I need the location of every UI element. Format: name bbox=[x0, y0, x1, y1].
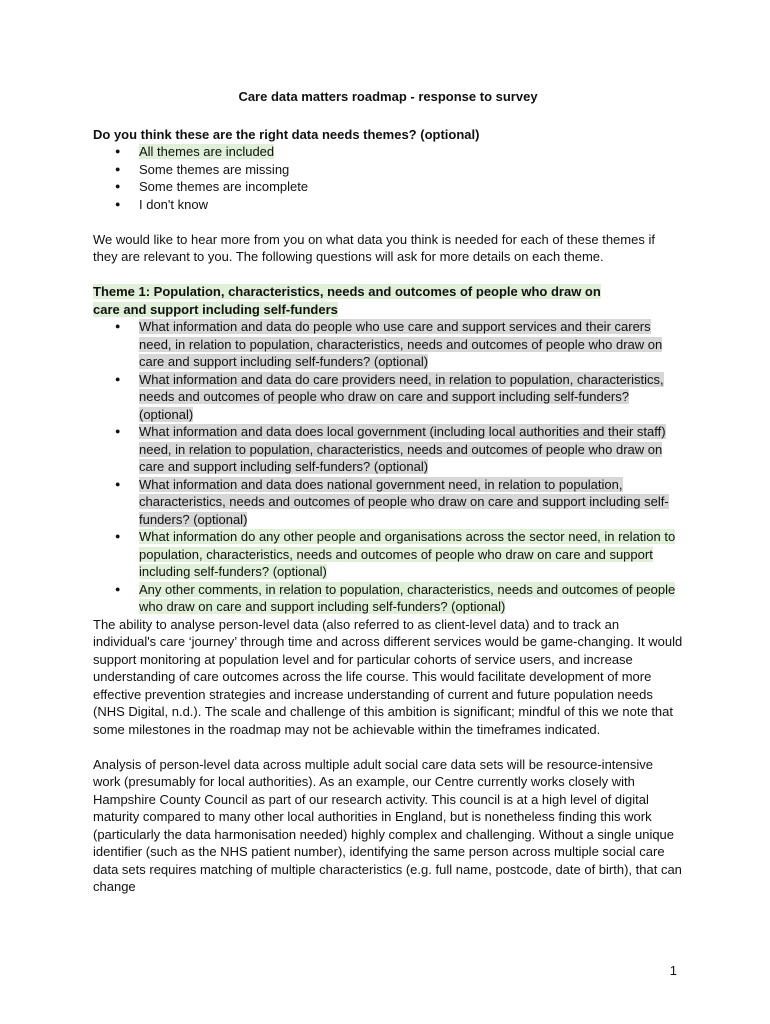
list-item bbox=[139, 476, 683, 529]
body-paragraph-1: The ability to analyse person-level data (also referred to as client-level data) and to track an individual's care ‘journey’ through time and across different services would be game-changing. It would support monitoring at population level and for particular cohorts of service users, and increase understanding of care outcomes across the life course. This would facilitate development of more effective prevention strategies and increase understanding of current and future population needs (NHS Digital, n.d.). The scale and challenge of this ambition is significant; mindful of this we note that some milestones in the roadmap may not be achievable within the timeframes indicated. bbox=[93, 616, 683, 737]
body-paragraph-2: Analysis of person-level data across multiple adult social care data sets will be resource-intensive work (presumably for local authorities). As an example, our Centre currently works closely with Hampshire County Council as part of our research activity. This council is at a high level of digital maturity compared to many other local authorities in England, but is nonetheless finding this work (particularly the data harmonisation needed) highly complex and challenging. Without a single unique identifier (such as the NHS patient number), identifying the same person across multiple social care data sets requires matching of multiple characteristics (e.g. full name, postcode, date of birth), that can change bbox=[93, 756, 682, 894]
theme1-heading-line2: care and support including self-funders bbox=[93, 301, 338, 317]
question-themes: Do you think these are the right data needs themes? (optional) bbox=[93, 126, 480, 142]
theme1-question-5: What information do any other people and organisations across the sector need, in relation to population, characteristics, needs and outcomes of people who draw on care and support including self-funders? (optional) bbox=[139, 529, 676, 579]
intro-paragraph: We would like to hear more from you on what data you think is needed for each of these themes if they are relevant to you. The following questions will ask for more details on each theme. bbox=[93, 231, 655, 264]
list-item: ● I don't know bbox=[139, 196, 683, 214]
theme1-question-2: What information and data do care providers need, in relation to population, characteristics, needs and outcomes of people who draw on care and support including self-funders? (optional) bbox=[139, 371, 664, 422]
theme1-question-1: What information and data do people who use care and support services and their carers need, in relation to population, characteristics, needs and outcomes of people who draw on care and support including self-funders? (optional) bbox=[139, 319, 663, 369]
list-item bbox=[139, 143, 683, 161]
theme1-question-6: Any other comments, in relation to population, characteristics, needs and outcomes of people who draw on care and support including self-funders? (optional) bbox=[139, 581, 676, 614]
list-item bbox=[139, 581, 683, 616]
theme1-questions bbox=[93, 318, 683, 616]
list-item bbox=[139, 528, 683, 581]
theme1-heading bbox=[93, 283, 683, 318]
document-page bbox=[93, 88, 683, 896]
theme1-question-3: What information and data does local government (including local authorities and their staff) need, in relation to population, characteristics, needs and outcomes of people who draw on care and support including self-funders? (optional) bbox=[139, 424, 666, 474]
options-list bbox=[93, 143, 683, 213]
option-all-themes-included: All themes are included bbox=[139, 144, 275, 159]
theme1-question-4: What information and data does national government need, in relation to population, characteristics, needs and outcomes of people who draw on care and support including self-funders? (optional) bbox=[139, 476, 669, 527]
theme1-heading-line1: Theme 1: Population, characteristics, needs and outcomes of people who draw on bbox=[93, 284, 601, 299]
list-item: ● Some themes are incomplete bbox=[139, 178, 683, 196]
list-item bbox=[139, 371, 683, 424]
page-title: Care data matters roadmap - response to survey bbox=[238, 89, 538, 104]
list-item: ● Some themes are missing bbox=[139, 161, 683, 179]
list-item bbox=[139, 318, 683, 371]
page-number: 1 bbox=[669, 963, 677, 978]
list-item bbox=[139, 423, 683, 476]
